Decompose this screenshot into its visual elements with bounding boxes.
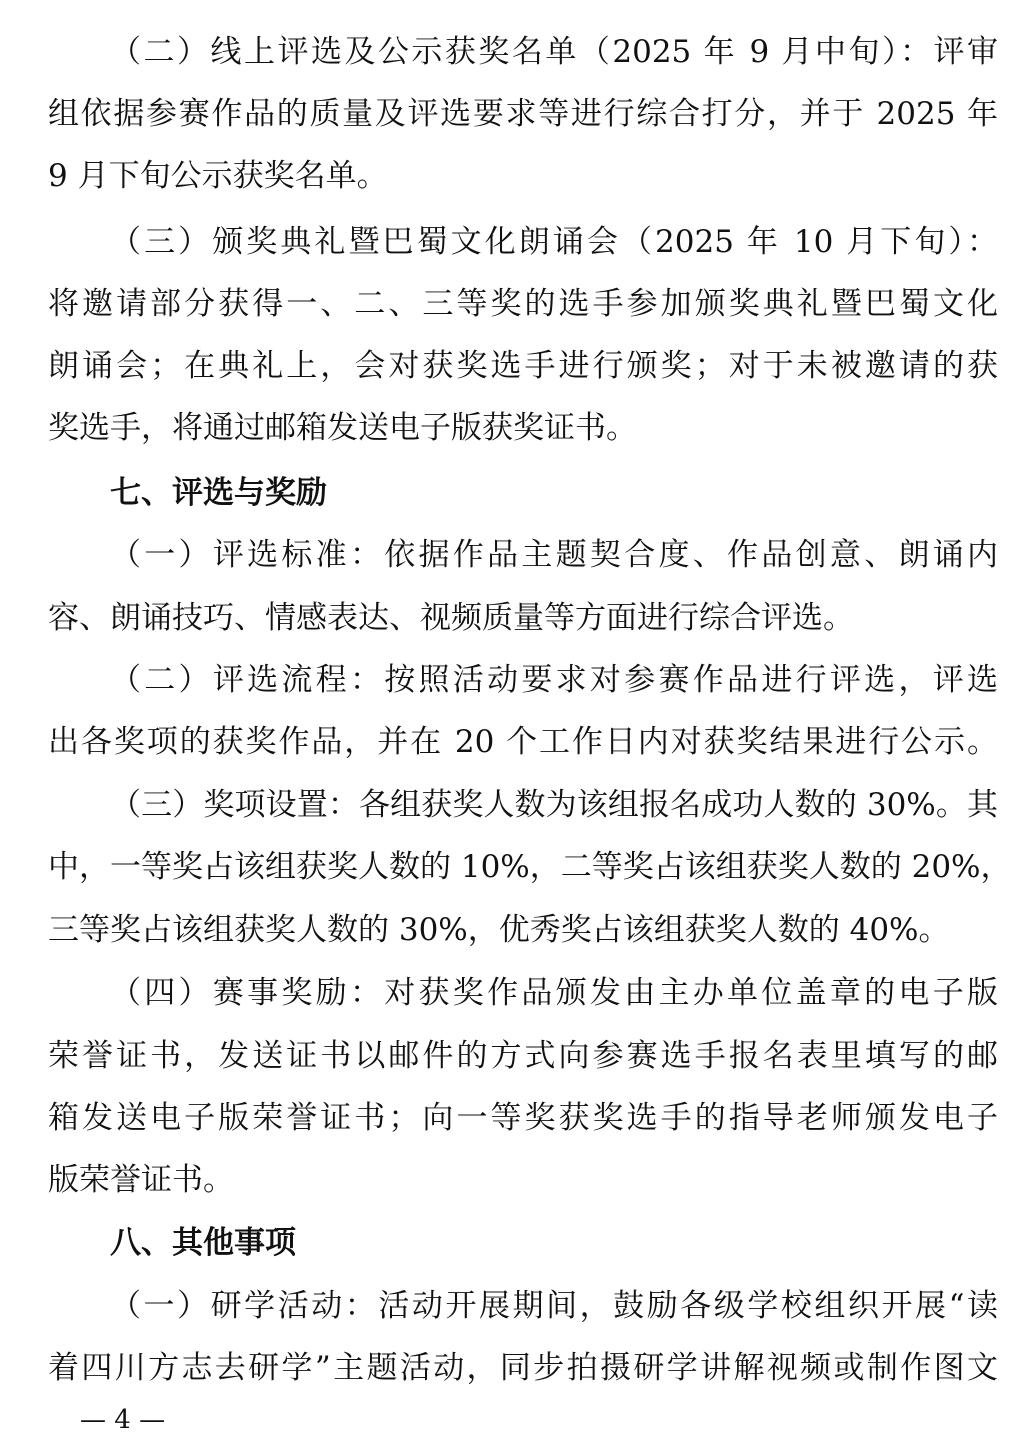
paragraph-line: 朗诵会；在典礼上，会对获奖选手进行颁奖；对于未被邀请的获 — [48, 348, 998, 384]
page-number: — 4 — — [80, 1405, 166, 1435]
paragraph-line: 版荣誉证书。 — [48, 1162, 234, 1198]
paragraph-line: （二）线上评选及公示获奖名单（2025 年 9 月中旬）：评审 — [110, 34, 998, 70]
paragraph-line: 箱发送电子版荣誉证书；向一等奖获奖选手的指导老师颁发电子 — [48, 1100, 998, 1136]
paragraph-line: 中，一等奖占该组获奖人数的 10%，二等奖占该组获奖人数的 20%， — [48, 849, 1012, 885]
paragraph-line: 三等奖占该组获奖人数的 30%，优秀奖占该组获奖人数的 40%。 — [48, 912, 950, 948]
paragraph-line: （二）评选流程：按照活动要求对参赛作品进行评选，评选 — [110, 662, 998, 698]
paragraph-line: （三）颁奖典礼暨巴蜀文化朗诵会（2025 年 10 月下旬）： — [110, 224, 998, 260]
section-heading: 七、评选与奖励 — [110, 475, 327, 511]
paragraph-line: 荣誉证书，发送证书以邮件的方式向参赛选手报名表里填写的邮 — [48, 1038, 998, 1074]
paragraph-line: （四）赛事奖励：对获奖作品颁发由主办单位盖章的电子版 — [110, 975, 998, 1011]
section-heading: 八、其他事项 — [110, 1225, 296, 1261]
paragraph-line: 将邀请部分获得一、二、三等奖的选手参加颁奖典礼暨巴蜀文化 — [48, 286, 998, 322]
paragraph-line: 容、朗诵技巧、情感表达、视频质量等方面进行综合评选。 — [48, 600, 854, 636]
paragraph-line: （一）研学活动：活动开展期间，鼓励各级学校组织开展“读 — [110, 1288, 998, 1324]
paragraph-line: 9 月下旬公示获奖名单。 — [48, 158, 388, 194]
paragraph-line: （三）奖项设置：各组获奖人数为该组报名成功人数的 30%。其 — [110, 787, 998, 823]
paragraph-line: 奖选手，将通过邮箱发送电子版获奖证书。 — [48, 410, 637, 446]
paragraph-line: 着四川方志去研学”主题活动，同步拍摄研学讲解视频或制作图文 — [48, 1350, 998, 1386]
paragraph-line: 组依据参赛作品的质量及评选要求等进行综合打分，并于 2025 年 — [48, 96, 998, 132]
paragraph-line: 出各奖项的获奖作品，并在 20 个工作日内对获奖结果进行公示。 — [48, 724, 998, 760]
paragraph-line: （一）评选标准：依据作品主题契合度、作品创意、朗诵内 — [110, 537, 998, 573]
